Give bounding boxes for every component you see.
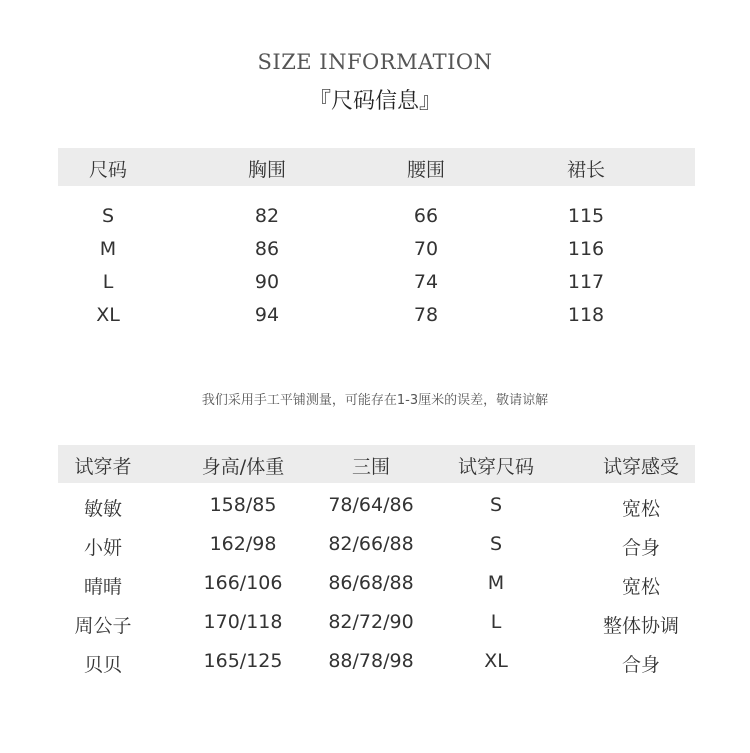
- size-table-cell: L: [102, 271, 114, 293]
- size-table-cell: 90: [254, 271, 280, 293]
- size-table-cell: 82: [254, 205, 280, 227]
- fit-table-cell: 165/125: [203, 650, 283, 672]
- fit-table-cell: XL: [484, 650, 508, 672]
- fit-table-cell: 宽松: [621, 498, 660, 520]
- size-table-cell: 94: [254, 304, 280, 326]
- fit-table-cell: 82/66/88: [328, 533, 414, 555]
- fit-table-header-cell: 试穿者: [74, 456, 132, 478]
- size-table-cell: 117: [567, 271, 605, 293]
- fit-table-cell: 158/85: [209, 494, 277, 516]
- fit-table-cell: S: [489, 494, 503, 516]
- measurement-note: 我们采用手工平铺测量，可能存在1-3厘米的误差，敬请谅解: [201, 393, 549, 408]
- size-table-cell: 118: [567, 304, 605, 326]
- fit-table-cell: 整体协调: [602, 615, 679, 637]
- fit-table-cell: M: [487, 572, 505, 594]
- fit-table-cell: 166/106: [203, 572, 283, 594]
- fit-table-cell: 小妍: [83, 537, 122, 559]
- fit-table-cell: 86/68/88: [328, 572, 414, 594]
- fit-table-cell: 162/98: [209, 533, 277, 555]
- title-english: SIZE INFORMATION: [257, 50, 493, 74]
- fit-table-cell: 晴晴: [83, 576, 122, 598]
- size-table-cell: 70: [413, 238, 439, 260]
- size-table-header-cell: 胸围: [247, 159, 286, 181]
- size-table-header-cell: 裙长: [566, 159, 605, 181]
- fit-table-header-cell: 试穿感受: [602, 456, 679, 478]
- fit-table-header-cell: 身高/体重: [201, 456, 285, 478]
- fit-table-cell: 88/78/98: [328, 650, 414, 672]
- fit-table-header-cell: 三围: [351, 456, 390, 478]
- fit-table-cell: 78/64/86: [328, 494, 414, 516]
- size-table-cell: 116: [567, 238, 605, 260]
- fit-table-cell: 敏敏: [83, 498, 122, 520]
- size-table-cell: 66: [413, 205, 439, 227]
- size-table-cell: M: [99, 238, 117, 260]
- fit-table-cell: 合身: [621, 654, 660, 676]
- size-table-cell: S: [101, 205, 115, 227]
- fit-table-cell: 宽松: [621, 576, 660, 598]
- size-table-header-cell: 尺码: [88, 159, 127, 181]
- fit-table-cell: 周公子: [74, 615, 132, 637]
- size-table-cell: 86: [254, 238, 280, 260]
- size-table-cell: 78: [413, 304, 439, 326]
- size-table-cell: 115: [567, 205, 605, 227]
- size-table-cell: 74: [413, 271, 439, 293]
- size-table-cell: XL: [96, 304, 120, 326]
- size-table-header-cell: 腰围: [406, 159, 445, 181]
- fit-table-cell: S: [489, 533, 503, 555]
- fit-table-header-cell: 试穿尺码: [457, 456, 534, 478]
- fit-table-cell: 贝贝: [83, 654, 122, 676]
- fit-table-cell: L: [490, 611, 502, 633]
- fit-table-cell: 合身: [621, 537, 660, 559]
- fit-table-cell: 82/72/90: [328, 611, 414, 633]
- title-chinese: 『尺码信息』: [308, 89, 441, 114]
- fit-table-cell: 170/118: [203, 611, 283, 633]
